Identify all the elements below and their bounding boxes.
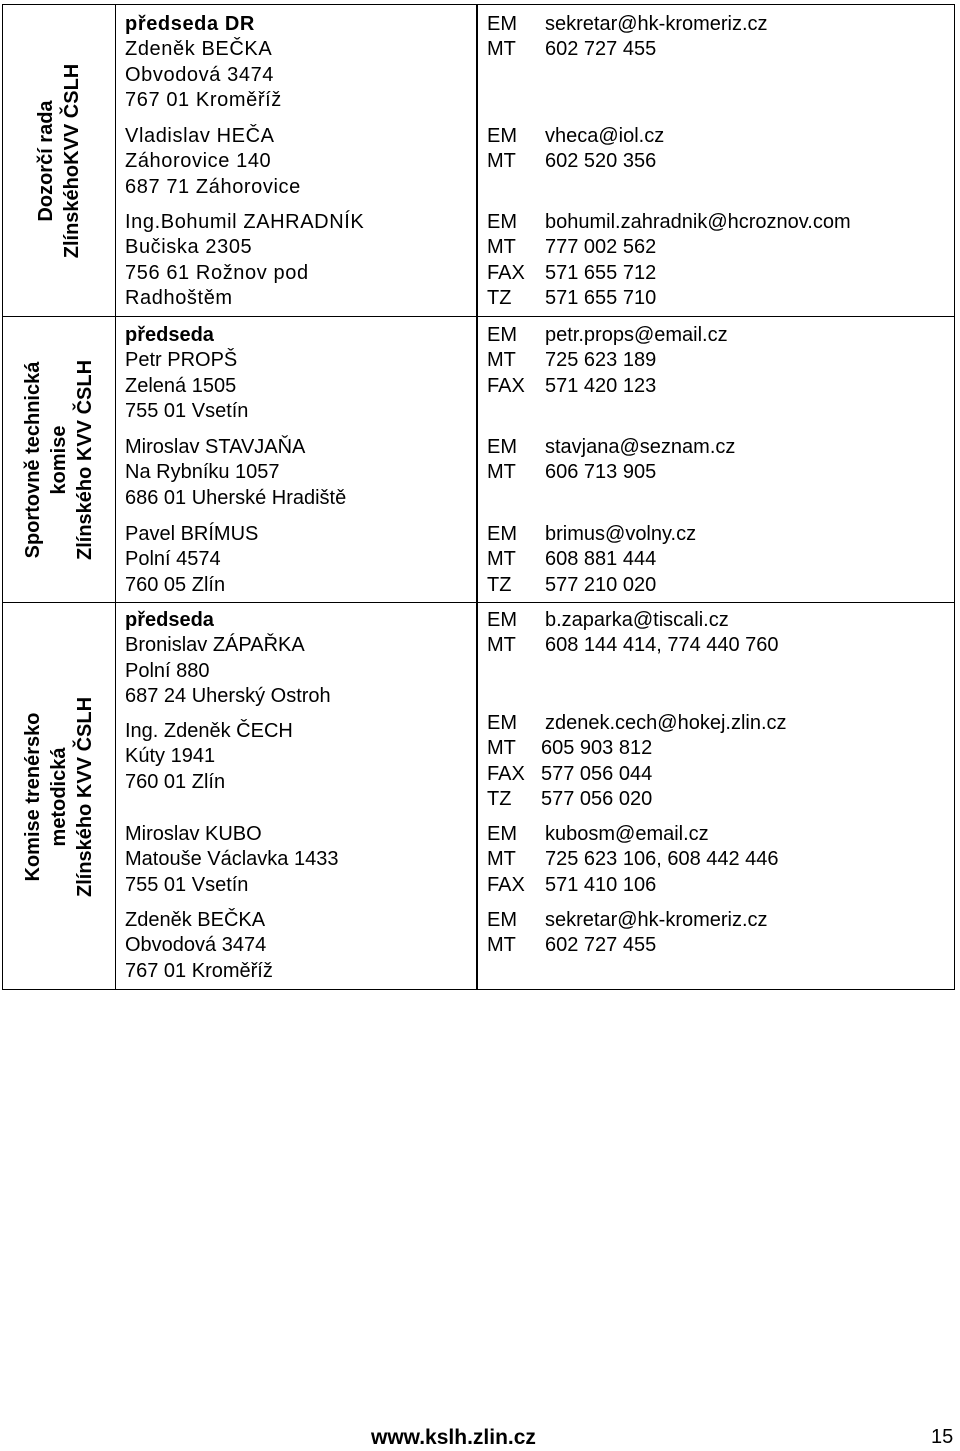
contact-email: EM brimus@volny.cz	[487, 523, 697, 545]
column-divider	[476, 317, 478, 603]
contact-block	[487, 608, 779, 659]
contact-mobile: MT 777 002 562	[487, 236, 657, 259]
contact-block	[487, 522, 696, 598]
member-name: Miroslav STAVJAŇA	[125, 436, 306, 458]
contact-mobile: MT 608 881 444	[487, 548, 657, 571]
committee-name-cell	[3, 5, 116, 316]
contact-email: EM vheca@iol.cz	[487, 125, 665, 147]
contact-mobile: MT 602 727 455	[487, 934, 657, 957]
member-entry	[125, 719, 293, 795]
member-name: Zdeněk BEČKA	[125, 909, 266, 931]
contact-block	[487, 323, 728, 399]
member-street: Záhorovice 140	[125, 150, 272, 173]
contact-email: EM zdenek.cech@hokej.zlin.cz	[487, 712, 787, 734]
contact-email: EM petr.props@email.cz	[487, 324, 728, 346]
contact-email: EM b.zaparka@tiscali.cz	[487, 609, 729, 631]
member-city-cont: Radhoštěm	[125, 287, 233, 310]
contact-mobile: MT 606 713 905	[487, 461, 657, 484]
member-city: 686 01 Uherské Hradiště	[125, 486, 347, 509]
member-street: Zelená 1505	[125, 374, 237, 397]
contact-mobile: MT 605 903 812	[487, 737, 653, 760]
member-entry	[125, 323, 248, 425]
contact-mobile: MT 725 623 106, 608 442 446	[487, 848, 779, 871]
member-entry	[125, 12, 282, 114]
member-city: 767 01 Kroměříž	[125, 89, 282, 112]
committee-name: Sportovně technická komise Zlínského KVV ČSLH	[22, 359, 96, 561]
member-name: Ing.Bohumil ZAHRADNÍK	[125, 211, 365, 233]
member-entry	[125, 124, 301, 200]
member-city: 687 24 Uherský Ostroh	[125, 685, 331, 708]
member-name: Pavel BRÍMUS	[125, 523, 259, 545]
contact-phone: TZ 577 056 020	[487, 788, 653, 811]
member-street: Polní 4574	[125, 548, 221, 571]
section-dozorci-rada	[3, 5, 954, 316]
contact-fax: FAX 571 410 106	[487, 873, 657, 896]
footer-url: www.kslh.zlin.cz	[371, 1426, 536, 1449]
committee-name: Dozorčí rada ZlínskéhoKVV ČSLH	[35, 63, 83, 258]
member-city: 755 01 Vsetín	[125, 400, 249, 423]
contact-fax: FAX 577 056 044	[487, 762, 653, 785]
contact-email: EM sekretar@hk-kromeriz.cz	[487, 909, 768, 931]
contact-block	[487, 12, 768, 63]
contact-phone: TZ 577 210 020	[487, 573, 657, 596]
contact-email: EM kubosm@email.cz	[487, 823, 709, 845]
member-role-name: předseda DR	[125, 13, 255, 35]
member-city: 760 05 Zlín	[125, 573, 226, 596]
member-entry	[125, 908, 273, 984]
member-name: Zdeněk BEČKA	[125, 38, 273, 61]
contact-email: EM bohumil.zahradnik@hcroznov.com	[487, 211, 851, 233]
member-city: 756 61 Rožnov pod	[125, 261, 309, 284]
contact-mobile: MT 602 727 455	[487, 38, 657, 61]
member-city: 687 71 Záhorovice	[125, 175, 301, 198]
member-street: Matouše Václavka 1433	[125, 848, 339, 871]
member-entry	[125, 608, 331, 710]
committee-name-cell	[3, 603, 116, 990]
contact-mobile: MT 725 623 189	[487, 349, 657, 372]
member-entry	[125, 822, 338, 898]
member-street: Polní 880	[125, 659, 210, 682]
committee-name-cell	[3, 317, 116, 603]
member-street: Kúty 1941	[125, 745, 216, 768]
member-street: Bučiska 2305	[125, 236, 253, 259]
member-entry	[125, 435, 346, 511]
member-city: 760 01 Zlín	[125, 770, 226, 793]
contact-block	[487, 908, 768, 959]
contact-mobile: MT 602 520 356	[487, 150, 657, 173]
contact-phone: TZ 571 655 710	[487, 287, 657, 310]
member-name: Ing. Zdeněk ČECH	[125, 720, 293, 742]
committee-name: Komise trenérsko metodická Zlínského KVV ČSLH	[22, 696, 96, 897]
contact-block	[487, 711, 787, 813]
member-name: Petr PROPŠ	[125, 349, 238, 372]
member-name: Bronislav ZÁPAŘKA	[125, 634, 305, 657]
member-name: Miroslav KUBO	[125, 823, 262, 845]
column-divider	[476, 603, 478, 990]
contact-email: EM sekretar@hk-kromeriz.cz	[487, 13, 768, 35]
contact-block	[487, 124, 664, 175]
committee-table	[2, 4, 955, 990]
member-street: Na Rybníku 1057	[125, 461, 280, 484]
member-role: předseda	[125, 324, 214, 346]
page-number: 15	[931, 1426, 954, 1448]
section-komise-trenersko-metodicka	[3, 602, 954, 990]
contact-block	[487, 210, 851, 312]
section-sportovne-technicka-komise	[3, 316, 954, 603]
contact-email: EM stavjana@seznam.cz	[487, 436, 736, 458]
member-entry	[125, 210, 364, 312]
contact-fax: FAX 571 420 123	[487, 374, 657, 397]
member-street: Obvodová 3474	[125, 934, 267, 957]
member-role: předseda	[125, 609, 214, 631]
contact-block	[487, 435, 735, 486]
contact-fax: FAX 571 655 712	[487, 261, 657, 284]
member-entry	[125, 522, 258, 598]
contact-block	[487, 822, 779, 898]
member-name: Vladislav HEČA	[125, 125, 275, 147]
column-divider	[476, 5, 478, 316]
member-street: Obvodová 3474	[125, 63, 275, 86]
contact-mobile: MT 608 144 414, 774 440 760	[487, 634, 779, 657]
member-city: 767 01 Kroměříž	[125, 959, 273, 982]
member-city: 755 01 Vsetín	[125, 873, 249, 896]
